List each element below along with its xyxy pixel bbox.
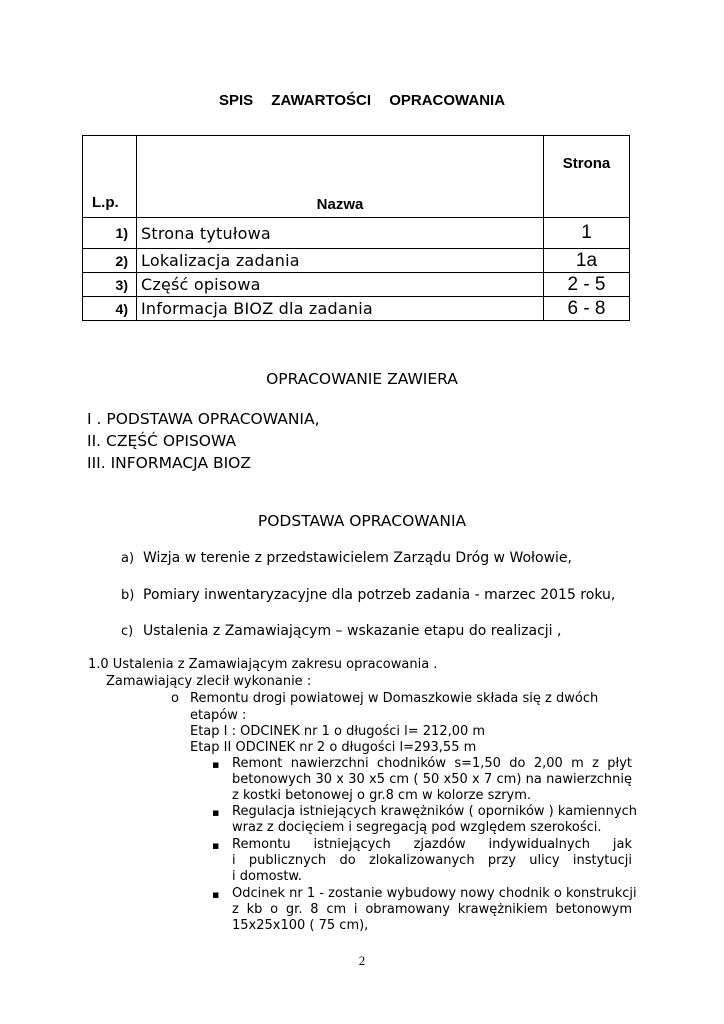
- item-text: Wizja w terenie z przedstawicielem Zarządu Dróg w Wołowie,: [143, 550, 572, 566]
- item-text: Pomiary inwentaryzacyjne dla potrzeb zadania - marzec 2015 roku,: [143, 587, 616, 603]
- column-header-page: Strona: [544, 136, 630, 218]
- row-name: Informacja BIOZ dla zadania: [137, 297, 544, 321]
- row-page: 6 - 8: [544, 297, 630, 321]
- item-text: Ustalenia z Zamawiającym – wskazanie etapu do realizacji ,: [143, 623, 562, 639]
- contents-table: [82, 135, 630, 321]
- basis-item: [121, 587, 615, 603]
- bullet-line: z kostki betonowej o gr.8 cm w kolorze szrym.: [232, 788, 532, 803]
- table-row: [83, 297, 630, 321]
- row-page: 1a: [544, 249, 630, 273]
- column-header-name: Nazwa: [137, 136, 544, 218]
- row-lp: 4): [83, 297, 137, 321]
- contents-item: III. INFORMACJA BIOZ: [87, 454, 251, 472]
- basis-heading: PODSTAWA OPRACOWANIA: [257, 512, 467, 530]
- bullet-line: Odcinek nr 1 - zostanie wybudowy nowy chodnik o konstrukcji: [232, 886, 637, 901]
- table-row: [83, 218, 630, 249]
- square-bullet-icon: ▪: [212, 888, 220, 901]
- row-name: Strona tytułowa: [137, 218, 544, 249]
- bullet-line: betonowych 30 x 30 x5 cm ( 50 x50 x 7 cm) na nawierzchnię: [232, 772, 632, 787]
- item-marker: a): [121, 551, 135, 566]
- bullet-line: 15x25x100 ( 75 cm),: [232, 918, 369, 933]
- bullet-line: i publicznych do zlokalizowanych przy ulicy instytucji: [232, 853, 632, 868]
- basis-item: [121, 550, 572, 566]
- contents-heading: OPRACOWANIE ZAWIERA: [266, 370, 458, 388]
- row-page: 1: [544, 218, 630, 249]
- row-page: 2 - 5: [544, 273, 630, 297]
- circle-bullet-icon: o: [171, 691, 179, 706]
- square-bullet-icon: ▪: [212, 758, 220, 771]
- bullet-line: Remontu istniejących zjazdów indywidualnych jak: [232, 837, 632, 852]
- stage-line: Etap I : ODCINEK nr 1 o długości l= 212,00 m: [190, 724, 486, 739]
- scope-subline: Remontu drogi powiatowej w Domaszkowie składa się z dwóch: [190, 691, 599, 706]
- document-title: SPIS ZAWARTOŚCI OPRACOWANIA: [218, 92, 506, 109]
- square-bullet-icon: ▪: [212, 839, 220, 852]
- scope-subline: etapów :: [190, 708, 247, 723]
- column-header-lp: L.p.: [83, 136, 137, 218]
- scope-line: 1.0 Ustalenia z Zamawiającym zakresu opracowania .: [88, 657, 438, 672]
- row-name: Lokalizacja zadania: [137, 249, 544, 273]
- bullet-line: Regulacja istniejących krawężników ( oporników ) kamiennych: [232, 804, 637, 819]
- table-row: [83, 249, 630, 273]
- bullet-line: i domostw.: [232, 869, 303, 884]
- contents-item: I . PODSTAWA OPRACOWANIA,: [87, 410, 320, 428]
- square-bullet-icon: ▪: [212, 806, 220, 819]
- bullet-line: Remont nawierzchni chodników s=1,50 do 2,00 m z płyt: [232, 756, 632, 771]
- bullet-line: z kb o gr. 8 cm i obramowany krawężnikiem betonowym: [232, 902, 632, 917]
- contents-item: II. CZĘŚĆ OPISOWA: [87, 432, 237, 450]
- page-number: 2: [358, 953, 366, 968]
- table-header-row: [83, 136, 630, 218]
- item-marker: b): [121, 588, 135, 603]
- row-name: Część opisowa: [137, 273, 544, 297]
- basis-item: [121, 623, 561, 639]
- table-row: [83, 273, 630, 297]
- row-lp: 3): [83, 273, 137, 297]
- stage-line: Etap II ODCINEK nr 2 o długości l=293,55 m: [190, 740, 477, 755]
- scope-line: Zamawiający zlecił wykonanie :: [106, 674, 312, 689]
- bullet-line: wraz z docięciem i segregacją pod względem szerokości.: [232, 820, 602, 835]
- row-lp: 1): [83, 218, 137, 249]
- row-lp: 2): [83, 249, 137, 273]
- item-marker: c): [121, 624, 134, 639]
